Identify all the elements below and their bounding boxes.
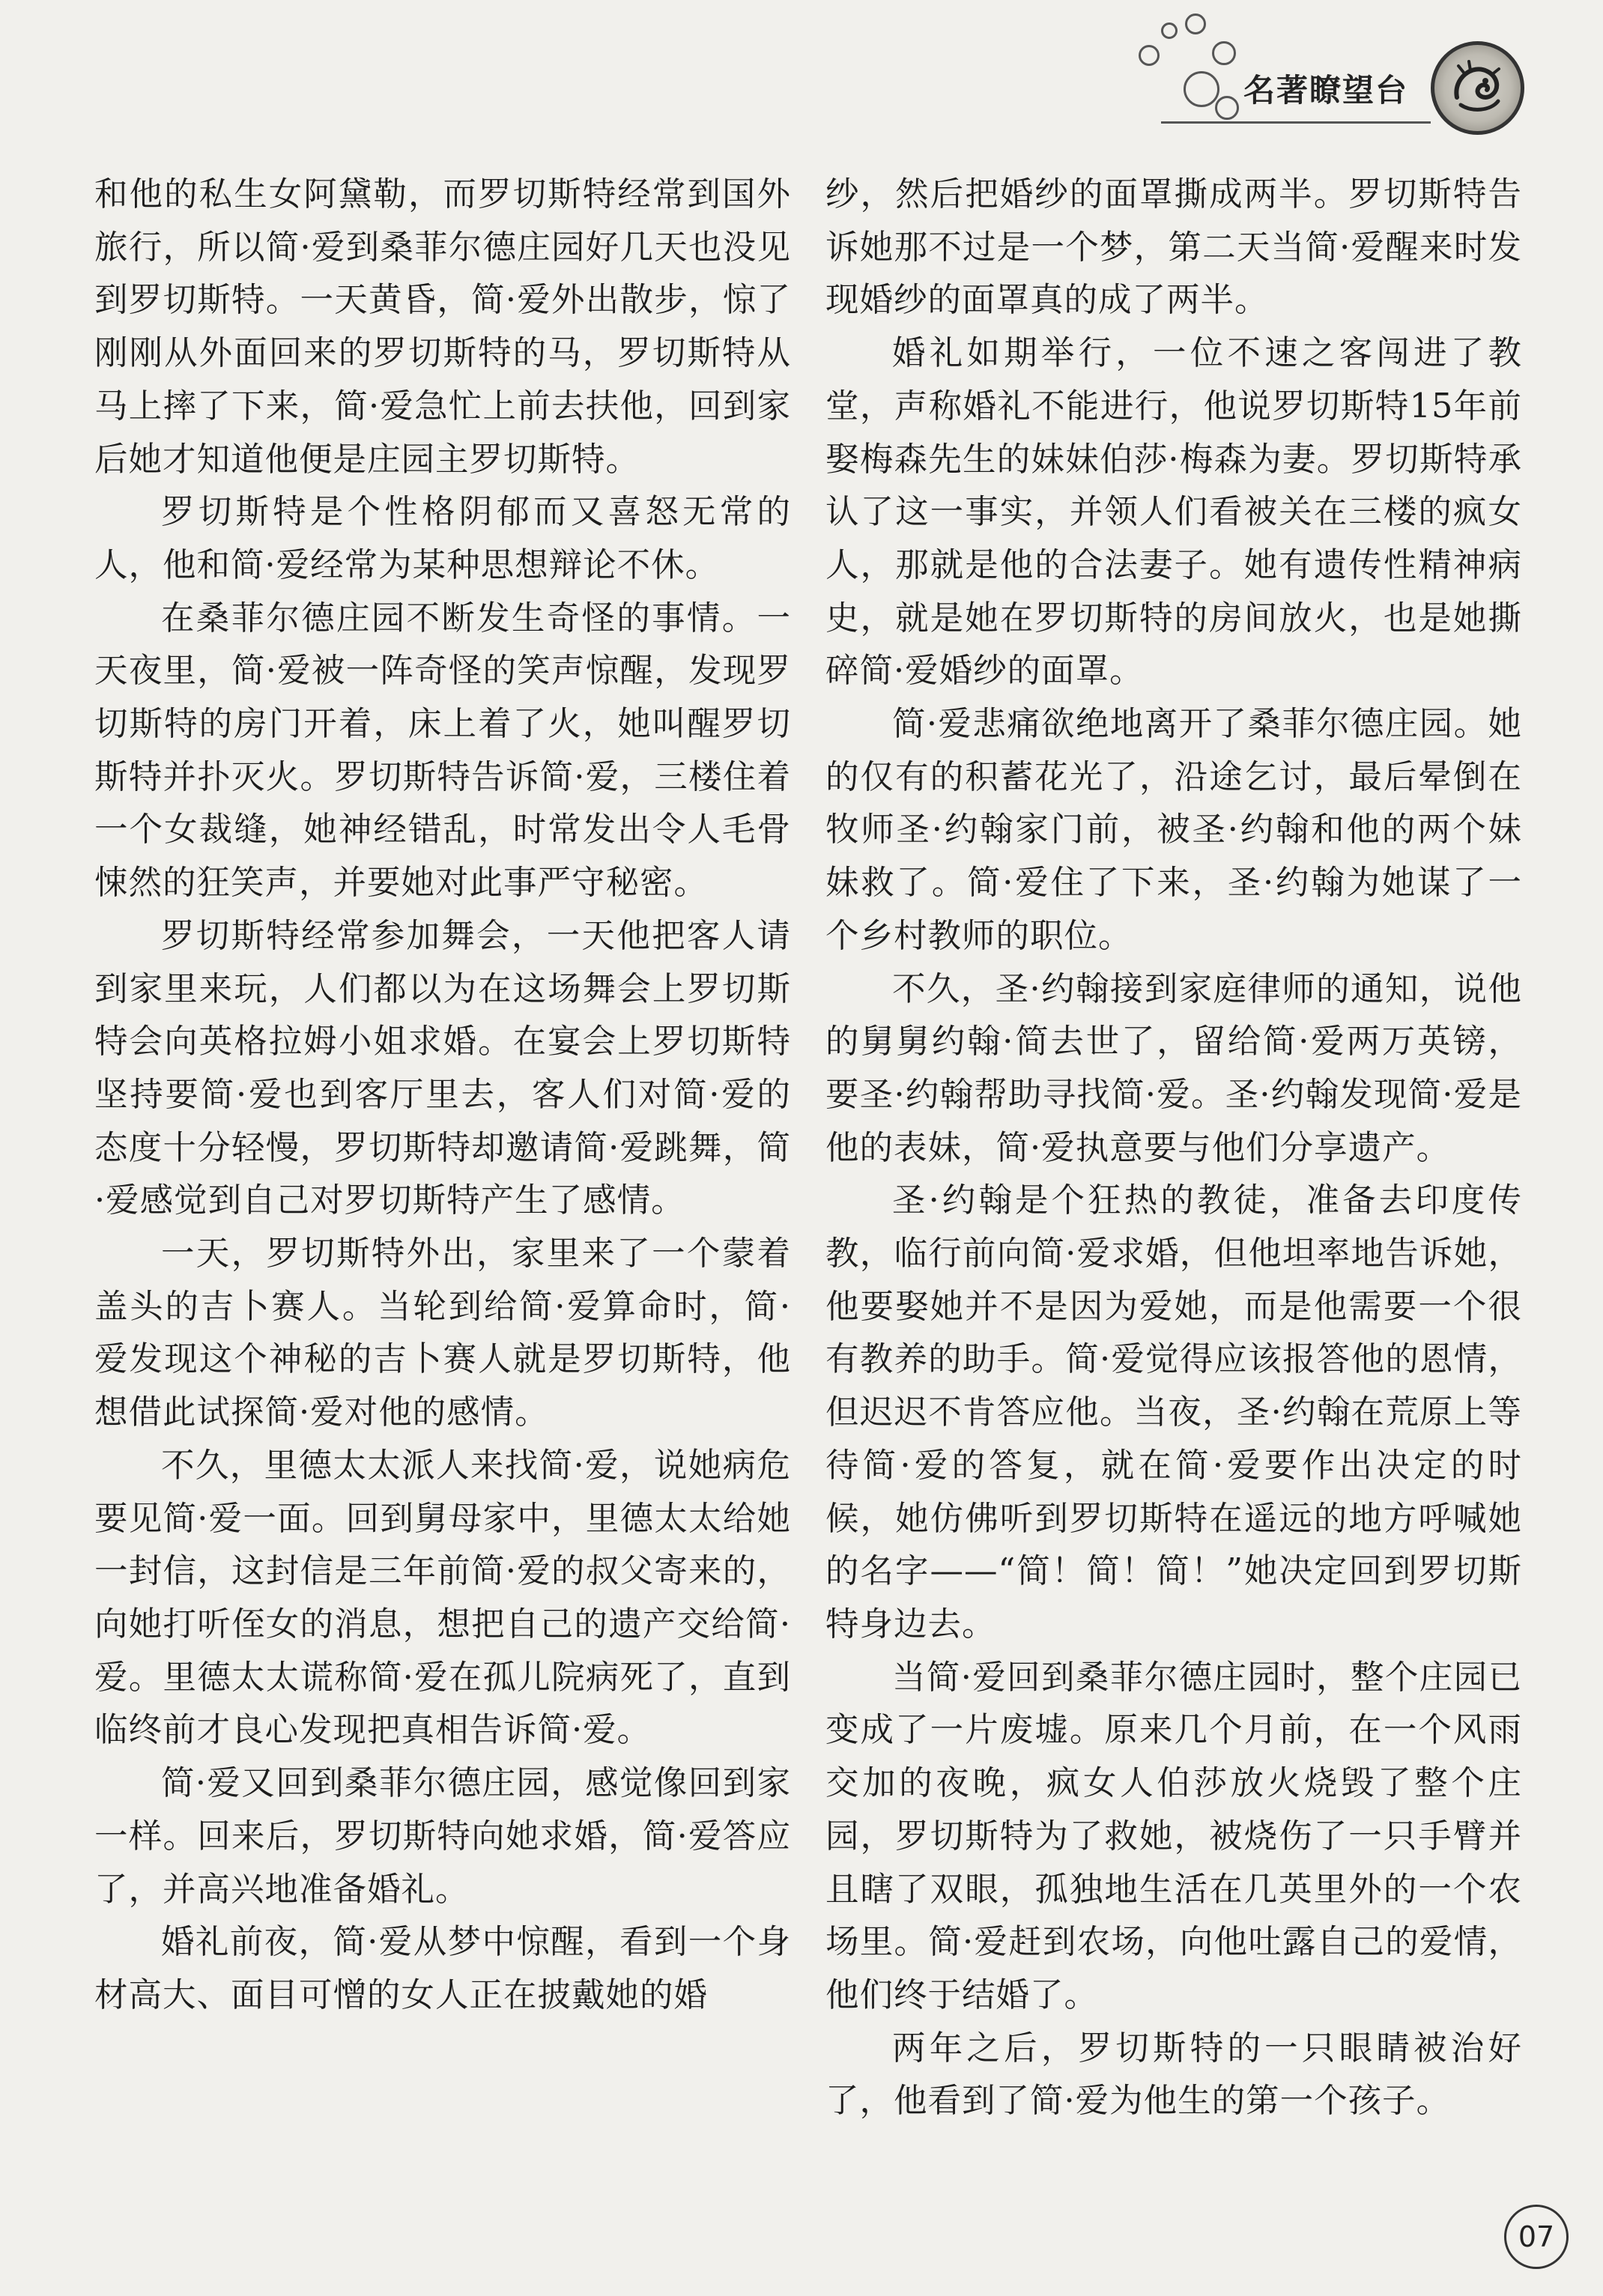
body-paragraph: 不久，里德太太派人来找简·爱，说她病危要见简·爱一面。回到舅母家中，里德太太给她一封信，这封信是三年前简·爱的叔父寄来的，向她打听侄女的消息，想把自己的遗产交给简·爱。里德太太谎称简·爱在孤儿院病死了，直到临终前才良心发现把真相告诉简·爱。 (94, 1446, 791, 1750)
decorative-bubble (1185, 13, 1206, 34)
decorative-bubble (1212, 41, 1236, 65)
body-paragraph: 罗切斯特是个性格阴郁而又喜怒无常的人，他和简·爱经常为某种思想辩论不休。 (94, 493, 791, 584)
body-paragraph: 不久，圣·约翰接到家庭律师的通知，说他的舅舅约翰·简去世了，留给简·爱两万英镑，要圣·约翰帮助寻找简·爱。圣·约翰发现简·爱是他的表妹，简·爱执意要与他们分享遗产。 (825, 969, 1522, 1167)
body-paragraph: 婚礼前夜，简·爱从梦中惊醒，看到一个身材高大、面目可憎的女人正在披戴她的婚 (94, 1923, 791, 2014)
body-paragraph: 两年之后，罗切斯特的一只眼睛被治好了，他看到了简·爱为他生的第一个孩子。 (825, 2029, 1522, 2121)
decorative-bubble (1215, 96, 1239, 120)
body-paragraph: 罗切斯特经常参加舞会，一天他把客人请到家里来玩，人们都以为在这场舞会上罗切斯特会向英格拉姆小姐求婚。在宴会上罗切斯特坚持要简·爱也到客厅里去，客人们对简·爱的态度十分轻慢，罗切斯特却邀请简·爱跳舞，简·爱感觉到自己对罗切斯特产生了感情。 (94, 916, 791, 1220)
body-paragraph: 一天，罗切斯特外出，家里来了一个蒙着盖头的吉卜赛人。当轮到给简·爱算命时，简·爱发现这个神秘的吉卜赛人就是罗切斯特，他想借此试探简·爱对他的感情。 (94, 1235, 791, 1432)
page-header (1139, 0, 1603, 150)
right-text-column (825, 169, 1522, 2128)
header-rule (1161, 121, 1431, 124)
decorative-bubble (1161, 22, 1178, 39)
body-paragraph: 纱，然后把婚纱的面罩撕成两半。罗切斯特告诉她那不过是一个梦，第二天当简·爱醒来时发现婚纱的面罩真的成了两半。 (825, 175, 1522, 320)
body-paragraph: 圣·约翰是个狂热的教徒，准备去印度传教，临行前向简·爱求婚，但他坦率地告诉她，他要娶她并不是因为爱她，而是他需要一个很有教养的助手。简·爱觉得应该报答他的恩情，但迟迟不肯答应他。当夜，圣·约翰在荒原上等待简·爱的答复，就在简·爱要作出决定的时候，她仿佛听到罗切斯特在遥远的地方呼喊她的名字——“简！简！简！”她决定回到罗切斯特身边去。 (825, 1181, 1522, 1644)
decorative-bubble (1139, 45, 1160, 66)
section-title: 名著瞭望台 (1243, 72, 1409, 109)
body-paragraph: 在桑菲尔德庄园不断发生奇怪的事情。一天夜里，简·爱被一阵奇怪的笑声惊醒，发现罗切斯特的房门开着，床上着了火，她叫醒罗切斯特并扑灭火。罗切斯特告诉简·爱，三楼住着一个女裁缝，她神经错乱，时常发出令人毛骨悚然的狂笑声，并要她对此事严守秘密。 (94, 599, 791, 903)
decorative-bubble (1184, 71, 1219, 107)
dragon-emblem-icon (1431, 41, 1524, 135)
page-number: 07 (1504, 2205, 1569, 2269)
body-paragraph: 婚礼如期举行，一位不速之客闯进了教堂，声称婚礼不能进行，他说罗切斯特15年前娶梅森先生的妹妹伯莎·梅森为妻。罗切斯特承认了这一事实，并领人们看被关在三楼的疯女人，那就是他的合法妻子。她有遗传性精神病史，就是她在罗切斯特的房间放火，也是她撕碎简·爱婚纱的面罩。 (825, 334, 1522, 691)
body-paragraph: 简·爱悲痛欲绝地离开了桑菲尔德庄园。她的仅有的积蓄花光了，沿途乞讨，最后晕倒在牧师圣·约翰家门前，被圣·约翰和他的两个妹妹救了。简·爱住了下来，圣·约翰为她谋了一个乡村教师的职位。 (825, 705, 1522, 955)
body-paragraph: 简·爱又回到桑菲尔德庄园，感觉像回到家一样。回来后，罗切斯特向她求婚，简·爱答应了，并高兴地准备婚礼。 (94, 1764, 791, 1909)
body-paragraph: 和他的私生女阿黛勒，而罗切斯特经常到国外旅行，所以简·爱到桑菲尔德庄园好几天也没见到罗切斯特。一天黄昏，简·爱外出散步，惊了刚刚从外面回来的罗切斯特的马，罗切斯特从马上摔了下来，简·爱急忙上前去扶他，回到家后她才知道他便是庄园主罗切斯特。 (94, 175, 791, 479)
left-text-column (94, 169, 791, 2023)
body-paragraph: 当简·爱回到桑菲尔德庄园时，整个庄园已变成了一片废墟。原来几个月前，在一个风雨交加的夜晚，疯女人伯莎放火烧毁了整个庄园，罗切斯特为了救她，被烧伤了一只手臂并且瞎了双眼，孤独地生活在几英里外的一个农场里。简·爱赶到农场，向他吐露自己的爱情，他们终于结婚了。 (825, 1658, 1522, 2014)
